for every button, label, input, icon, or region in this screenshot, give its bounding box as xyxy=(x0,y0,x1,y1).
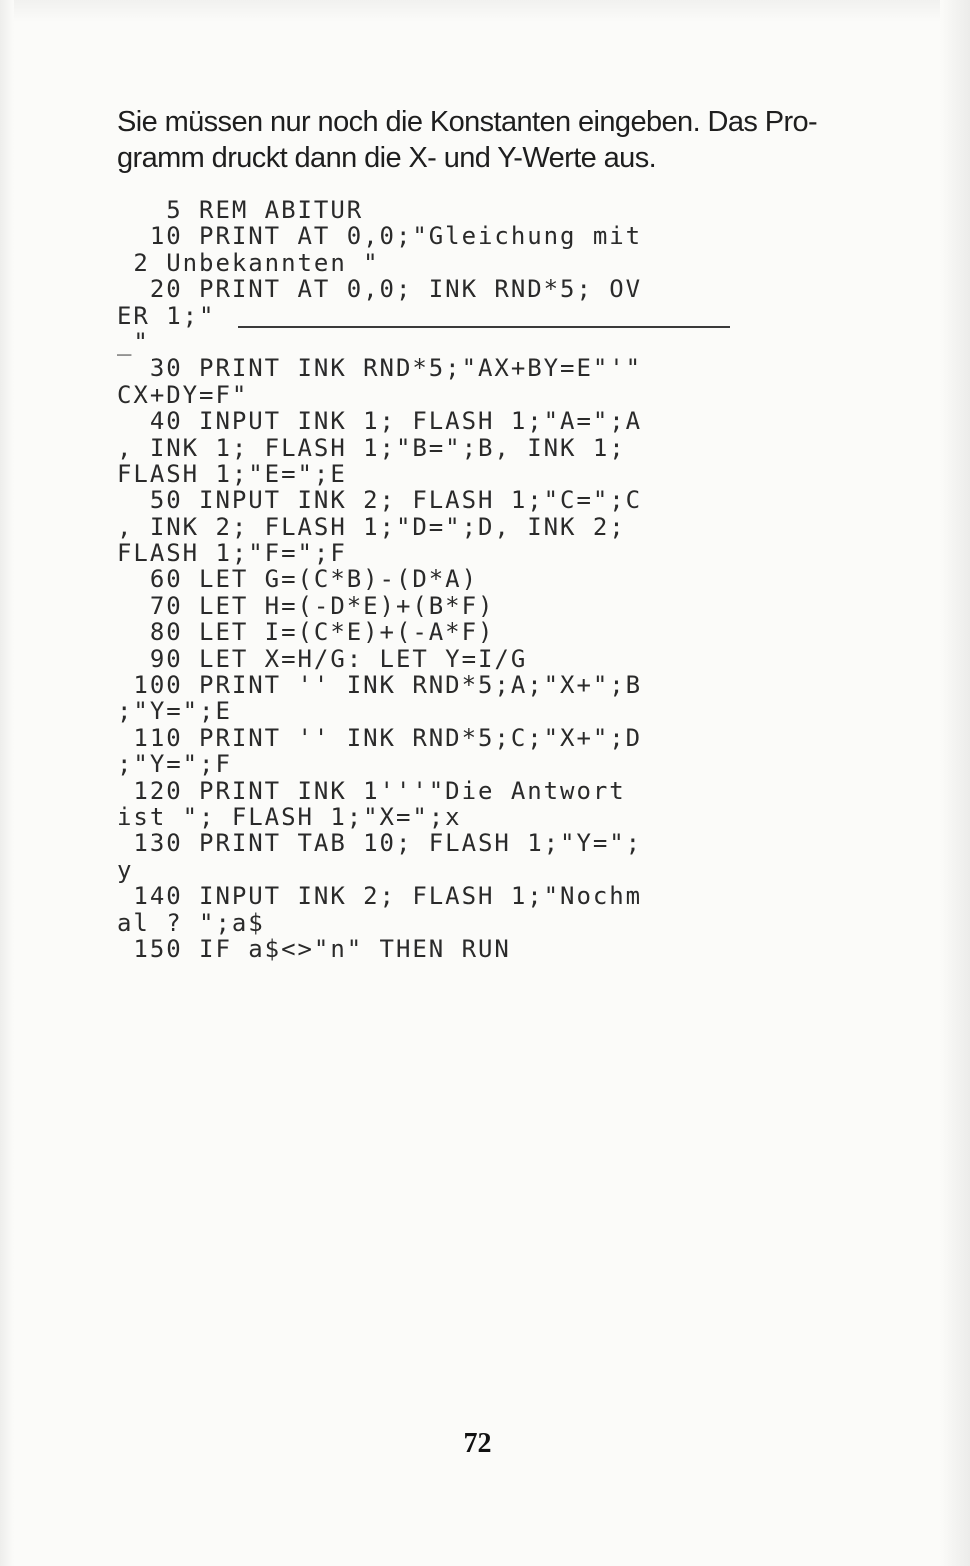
code-line: ;"Y=";E xyxy=(117,697,232,726)
code-line: 120 PRINT INK 1'''"Die Antwort xyxy=(117,776,626,805)
code-line: , INK 2; FLASH 1;"D=";D, INK 2; xyxy=(117,512,626,541)
code-line: y xyxy=(117,855,134,884)
intro-line: gramm druckt dann die X- und Y-Werte aus. xyxy=(117,142,657,174)
code-line: 110 PRINT '' INK RND*5;C;"X+";D xyxy=(117,723,643,752)
page-edge-left xyxy=(0,0,14,1566)
code-line: 10 PRINT AT 0,0;"Gleichung mit xyxy=(117,222,643,251)
basic-program-listing xyxy=(117,197,642,962)
intro-paragraph xyxy=(117,104,857,176)
page-edge-top xyxy=(0,0,970,22)
page-number: 72 xyxy=(463,1428,492,1459)
intro-line: Sie müssen nur noch die Konstanten eingeben. Das Pro- xyxy=(117,106,818,138)
code-line: 5 REM ABITUR xyxy=(117,196,364,224)
underline-rule xyxy=(238,326,730,328)
code-line: 140 INPUT INK 2; FLASH 1;"Nochm xyxy=(117,882,643,911)
code-line: ist "; FLASH 1;"X=";x xyxy=(117,802,462,831)
code-line: FLASH 1;"F=";F xyxy=(117,539,347,568)
code-line: ;"Y=";F xyxy=(117,750,232,779)
code-line: , INK 1; FLASH 1;"B=";B, INK 1; xyxy=(117,433,626,462)
code-line: 90 LET X=H/G: LET Y=I/G xyxy=(117,644,528,673)
code-line: 70 LET H=(-D*E)+(B*F) xyxy=(117,591,495,620)
code-line: 130 PRINT TAB 10; FLASH 1;"Y="; xyxy=(117,829,643,858)
code-line: ER 1;" xyxy=(117,301,216,330)
code-line: 2 Unbekannten " xyxy=(117,248,380,277)
code-line: FLASH 1;"E=";E xyxy=(117,459,347,488)
code-line: 100 PRINT '' INK RND*5;A;"X+";B xyxy=(117,671,643,700)
code-line: _" xyxy=(117,327,150,356)
code-line: 40 INPUT INK 1; FLASH 1;"A=";A xyxy=(117,407,643,436)
page-edge-right xyxy=(940,0,970,1566)
code-line: 80 LET I=(C*E)+(-A*F) xyxy=(117,618,495,647)
code-line: CX+DY=F" xyxy=(117,380,249,409)
code-line: 50 INPUT INK 2; FLASH 1;"C=";C xyxy=(117,486,643,515)
code-line: 20 PRINT AT 0,0; INK RND*5; OV xyxy=(117,275,643,304)
code-line: al ? ";a$ xyxy=(117,908,265,937)
code-line: 60 LET G=(C*B)-(D*A) xyxy=(117,565,479,594)
code-line: 30 PRINT INK RND*5;"AX+BY=E"'" xyxy=(117,354,643,383)
code-line: 150 IF a$<>"n" THEN RUN xyxy=(117,934,511,963)
